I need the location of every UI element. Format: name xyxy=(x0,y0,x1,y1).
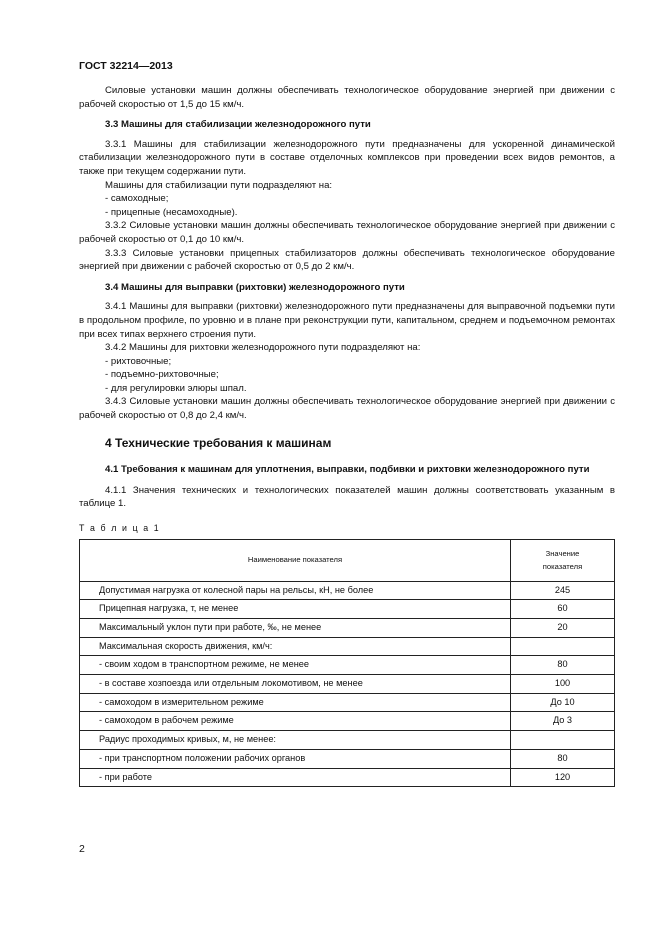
indicator-name-cell: Допустимая нагрузка от колесной пары на рельсы, кН, не более xyxy=(80,581,511,600)
indicator-name-cell: Прицепная нагрузка, т, не менее xyxy=(80,600,511,619)
paragraph: 3.4.3 Силовые установки машин должны обеспечивать технологическое оборудование энергией при движении с рабочей скоростью от 0,8 до 2,4 км/ч. xyxy=(79,396,615,422)
list-item: - рихтовочные; xyxy=(105,355,172,367)
document-header: ГОСТ 32214—2013 xyxy=(79,60,173,72)
section-heading-3-4: 3.4 Машины для выправки (рихтовки) железнодорожного пути xyxy=(105,281,405,293)
paragraph: 3.3.1 Машины для стабилизации железнодорожного пути предназначены для ускоренной динамической стабилизации железнодорожного пути в составе отделочных комплексов при проведении всех видов ремонтов, а также при текущем содержании пути. xyxy=(79,138,615,177)
indicator-value-cell: 80 xyxy=(511,656,615,675)
table-row xyxy=(80,619,615,638)
section-heading-3-3: 3.3 Машины для стабилизации железнодорожного пути xyxy=(105,119,371,131)
indicator-name-cell: Максимальная скорость движения, км/ч: xyxy=(80,637,511,656)
paragraph: 3.3.2 Силовые установки машин должны обеспечивать технологическое оборудование энергией при движении с рабочей скоростью от 0,1 до 10 км/ч. xyxy=(79,220,615,245)
table-row xyxy=(80,656,615,675)
indicator-name-cell: - самоходом в измерительном режиме xyxy=(80,693,511,712)
page-content xyxy=(79,84,615,787)
list-item: - прицепные (несамоходные). xyxy=(105,206,238,218)
table-caption: Т а б л и ц а 1 xyxy=(79,523,161,534)
indicator-name-cell: - при работе xyxy=(80,768,511,787)
table-row xyxy=(80,749,615,768)
paragraph: 3.3.3 Силовые установки прицепных стабилизаторов должны обеспечивать технологическое оборудование энергией при движении с рабочей скоростью от 0,5 до 2 км/ч. xyxy=(79,247,615,273)
indicator-value-cell: 60 xyxy=(511,600,615,619)
list-item: - самоходные; xyxy=(105,193,169,205)
table-row xyxy=(80,581,615,600)
paragraph: 3.4.2 Машины для рихтовки железнодорожного пути подразделяют на: xyxy=(105,342,421,354)
indicator-value-cell: 80 xyxy=(511,749,615,768)
section-heading-4-1: 4.1 Требования к машинам для уплотнения, выправки, подбивки и рихтовки железнодорожного пути xyxy=(105,464,590,476)
indicator-name-cell: - самоходом в рабочем режиме xyxy=(80,712,511,731)
table-row xyxy=(80,637,615,656)
indicator-value-cell: До 3 xyxy=(511,712,615,731)
indicator-value-cell: 245 xyxy=(511,581,615,600)
paragraph: 3.4.1 Машины для выправки (рихтовки) железнодорожного пути предназначены для выправочной подъемки пути в продольном профиле, по уровню и в плане при реконструкции пути, капитальном, среднем и подъемочном ремонтах при всех типах верхнего строения пути. xyxy=(79,301,615,340)
page-number: 2 xyxy=(79,843,85,855)
table-1 xyxy=(79,539,615,788)
table-row xyxy=(80,675,615,694)
column-header-value: Значение показателя xyxy=(511,539,615,581)
indicator-value-cell: 120 xyxy=(511,768,615,787)
indicator-name-cell: Радиус проходимых кривых, м, не менее: xyxy=(80,731,511,750)
indicator-name-cell: Максимальный уклон пути при работе, ‰, не менее xyxy=(80,619,511,638)
list-item: - для регулировки элюры шпал. xyxy=(105,382,247,394)
indicator-value-cell: До 10 xyxy=(511,693,615,712)
indicator-value-cell xyxy=(511,731,615,750)
table-row xyxy=(80,712,615,731)
table-row xyxy=(80,768,615,787)
indicator-value-cell: 100 xyxy=(511,675,615,694)
indicator-name-cell: - своим ходом в транспортном режиме, не менее xyxy=(80,656,511,675)
table-row xyxy=(80,600,615,619)
indicator-name-cell: - в составе хозпоезда или отдельным локомотивом, не менее xyxy=(80,675,511,694)
indicator-value-cell: 20 xyxy=(511,619,615,638)
indicator-name-cell: - при транспортном положении рабочих органов xyxy=(80,749,511,768)
paragraph: Машины для стабилизации пути подразделяют на: xyxy=(105,179,333,191)
table-row xyxy=(80,693,615,712)
table-row xyxy=(80,731,615,750)
list-item: - подъемно-рихтовочные; xyxy=(105,369,219,381)
chapter-heading-4: 4 Технические требования к машинам xyxy=(105,435,332,450)
paragraph: 4.1.1 Значения технических и технологических показателей машин должны соответствовать указанным в таблице 1. xyxy=(79,484,615,510)
paragraph: Силовые установки машин должны обеспечивать технологическое оборудование энергией при движении с рабочей скоростью от 1,5 до 15 км/ч. xyxy=(79,85,615,110)
column-header-name: Наименование показателя xyxy=(80,539,511,581)
indicator-value-cell xyxy=(511,637,615,656)
